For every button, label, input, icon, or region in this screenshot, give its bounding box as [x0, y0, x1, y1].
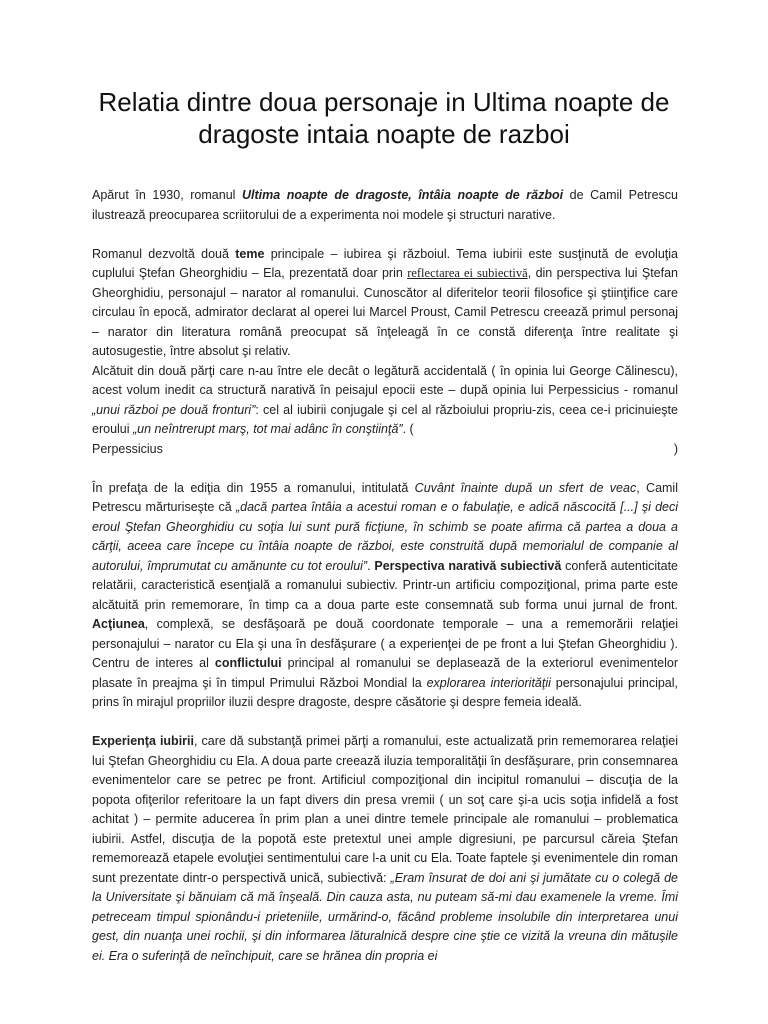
- text: , complexă, se desfăşoară pe două coordonate temporale – una a rememorării relaţiei personajului – narator cu Ela şi una în desfăşurare ( a experienţei de pe front a lui Ştefan Gheorghidiu ). Centru de interes al: [92, 617, 678, 670]
- text: În prefaţa de la ediţia din 1955 a romanului, intitulată: [92, 480, 415, 495]
- paragraph-themes: [92, 245, 678, 362]
- paragraph-preface: [92, 479, 678, 713]
- text: .: [367, 558, 375, 573]
- citation-author: Perpessicius: [92, 441, 163, 456]
- text: personajului principal, prins în mirajul propriilor iluzii despre dragoste, despre căsătorie şi despre femeia ideală.: [92, 675, 678, 709]
- text: . (: [402, 422, 414, 436]
- paragraph-structure: [92, 362, 678, 460]
- paragraph-intro: [92, 186, 678, 225]
- text: principal al romanului se deplasează de la exteriorul evenimentelor plasate în preajma şi în timpul Primului Război Mondial la: [92, 656, 678, 690]
- quote: „Eram însurat de doi ani şi jumătate cu o colegă de la Universitate şi bănuiam că mă înşeală. Din cauza asta, nu puteam să-mi dau examenele la vreme. Îmi petreceam timpul spionându-i prieteniile, urmărind-o, făcând probleme insolubile din interpretarea unui gest, din nuanţa unei rochii, şi din informarea lăturalnică despre cine ştie ce vizită la vreuna din mătuşile ei. Era o suferinţă de neînchipuit, care se hrănea din propria ei: [92, 870, 678, 963]
- text: : cel al iubirii conjugale şi cel al războiului propriu-zis, ceea ce-i pricinuieşte eroului: [92, 402, 678, 436]
- emphasis-conflictului: conflictului: [214, 656, 282, 670]
- quote: „un neîntrerupt marş, tot mai adânc în conştiinţă”: [133, 422, 403, 436]
- text: conferă autenticitate relatării, caracteristică esenţială a romanului subiectiv. Printr-un artificiu compoziţional, prima parte este alcătuită prin rememorare, în timp ca a doua parte este consemnată sub forma unui jurnal de front.: [92, 558, 679, 612]
- novel-title: Ultima noapte de dragoste, întâia noapte de război: [242, 188, 564, 202]
- emphasis-perspectiva: Perspectiva narativă subiectivă: [374, 558, 562, 573]
- text: Romanul dezvoltă două: [92, 246, 236, 261]
- emphasis-teme: teme: [235, 246, 265, 261]
- text: principale – iubirea şi războiul. Tema iubirii este susţinută de evoluţia cuplului Ştefan Gheorghidiu – Ela, prezentată doar prin: [92, 246, 678, 280]
- text: Alcătuit din două părţi care n-au între ele decât o legătură accidentală ( în opinia lui George Călinescu), acest volum inedit ca structură narativă în peisajul epocii este – după opinia lui Perpessicius - romanul: [92, 363, 678, 397]
- text: Apărut în 1930, romanul: [92, 188, 242, 202]
- preface-title: Cuvânt înainte după un sfert de veac: [414, 480, 637, 495]
- text: , care dă substanţă primei părţi a romanului, este actualizată prin rememorarea relaţiei lui Ştefan Gheorghidiu cu Ela. A doua parte creează iluzia temporalităţii în desfăşurare, prin consemnarea evenimentelor care se petrec pe front. Artificiul compoziţional din incipitul romanului – discuţia de la popota ofiţerilor referitoare la un fapt divers din presa vremii ( un soţ care şi-a ucis soţia infidelă a fost achitat ) – permite aducerea în prim plan a unei dintre temele principale ale romanului – problematica iubirii. Astfel, discuţia de la popotă este pretextul unei ample digresiuni, pe parcursul căreia Ştefan rememorează etapele evoluţiei sentimentului care l-a unit cu Ela. Toate faptele şi evenimentele din roman sunt prezentate dintr-o perspectivă unică, subiectivă:: [92, 734, 678, 885]
- text: , din perspectiva lui Ştefan Gheorghidiu, personajul – narator al romanului. Cunoscător al diferitelor teorii filosofice şi ştiinţifice care circulau în epocă, admirator declarat al operei lui Marcel Proust, Camil Petrescu creează primul personaj – narator din literatura română preocupat să înţeleagă în ce constă diferenţa între realitate şi autosugestie, între absolut şi relativ.: [92, 266, 678, 358]
- document-body: [92, 186, 678, 986]
- citation-close: ): [673, 441, 678, 456]
- quote: „dacă partea întâia a acestui roman e o fabulaţie, e adică născocită [...] şi deci eroul Ştefan Gheorghidiu cu soţia lui sunt pură ficţiune, în schimb se poate afirma că partea a doua a cărţii, aceea care începe cu întâia noapte de război, este construită după memorialul de companie al autorului, împrumutat cu amănunte cu tot eroului”: [92, 500, 678, 573]
- underlined-phrase: reflectarea ei subiectivă: [407, 266, 528, 280]
- quote: „unui război pe două fronturi”: [92, 402, 256, 417]
- text: de Camil Petrescu ilustrează preocuparea scriitorului de a experimenta noi modele şi structuri narative.: [92, 188, 678, 222]
- emphasis-actiunea: Acţiunea: [92, 617, 145, 631]
- text: , Camil Petrescu mărturiseşte că: [92, 480, 678, 514]
- emphasis-interioritatii: explorarea interiorităţii: [426, 675, 551, 690]
- paragraph-love-experience: [92, 732, 678, 966]
- emphasis-experienta: Experienţa iubirii: [92, 734, 194, 748]
- page-title: Relatia dintre doua personaje in Ultima noapte de dragoste intaia noapte de razboi: [98, 87, 670, 149]
